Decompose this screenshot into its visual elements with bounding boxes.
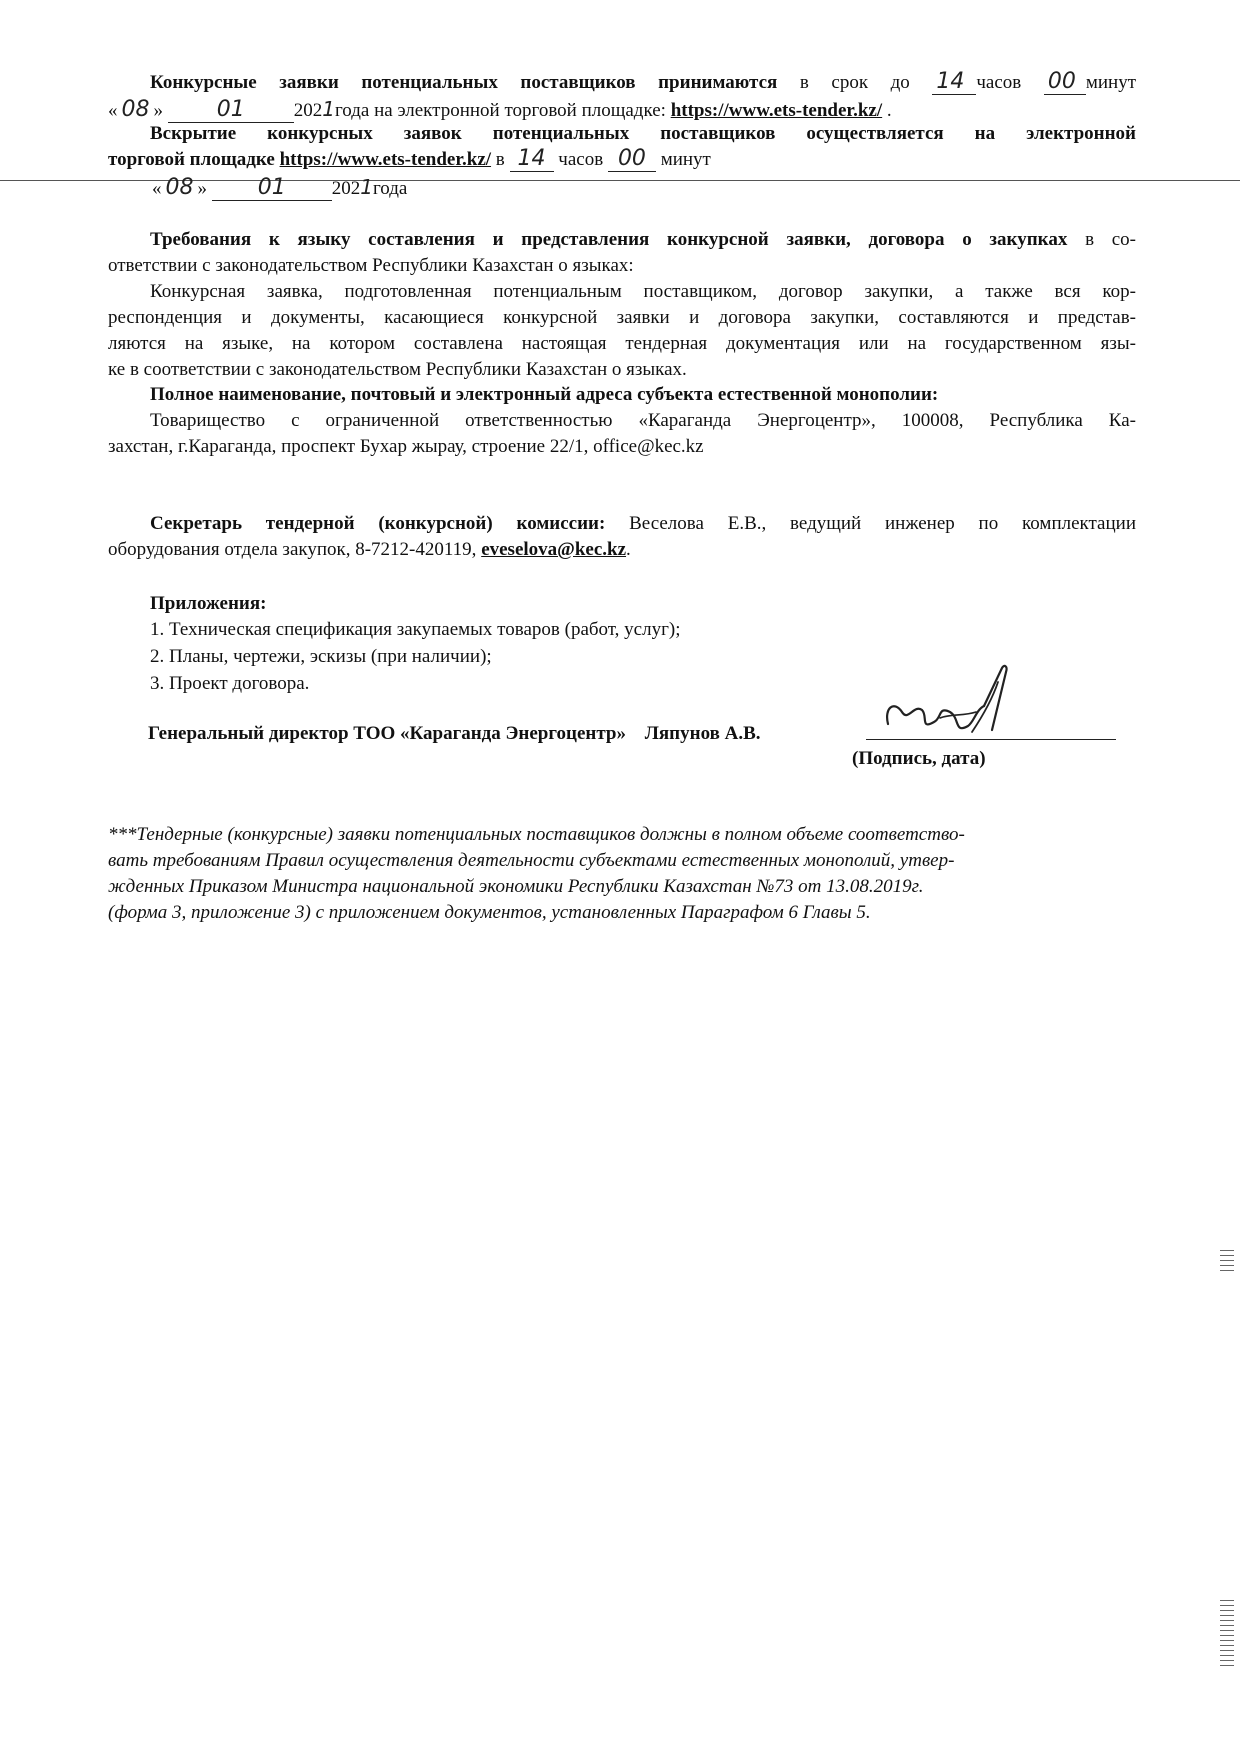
- director-name: Ляпунов А.В.: [644, 723, 761, 744]
- handwritten-hour: 14: [932, 70, 976, 95]
- text-entity-line1: Товарищество с ограниченной ответственностью «Караганда Энергоцентр», 100008, Республика Ка-: [150, 410, 1136, 431]
- opening-year-prefix: 202: [331, 178, 361, 199]
- handwritten-opening-hour: 14: [510, 147, 554, 172]
- text-attachments-heading: Приложения:: [150, 593, 267, 614]
- secretary-line-2: [108, 538, 1136, 562]
- handwritten-year-digit: 1: [322, 97, 335, 121]
- scan-margin-marks: [1220, 1600, 1234, 1670]
- minutes-word: минут: [1085, 72, 1137, 93]
- attachments-heading: [150, 592, 1178, 616]
- text-deadline: в срок до: [799, 72, 910, 93]
- platform-text: года на электронной торговой площадке:: [334, 100, 666, 121]
- handwritten-opening-year-digit: 1: [360, 175, 373, 199]
- handwritten-minutes: 00: [1044, 70, 1086, 95]
- handwritten-opening-month: 01: [212, 176, 332, 201]
- handwritten-day: 08: [121, 97, 150, 122]
- submission-heading: Конкурсные заявки потенциальных поставщиков принимаются: [150, 72, 778, 93]
- language-line-1: [108, 228, 1136, 252]
- language-line-2: ответствии с законодательством Республики Казахстан о языках:: [108, 255, 634, 276]
- secretary-heading: Секретарь тендерной (конкурсной) комиссии:: [150, 513, 606, 534]
- language-heading: Требования к языку составления и представления конкурсной заявки, договора о закупках: [150, 229, 1068, 250]
- language-heading-tail: в со-: [1085, 229, 1137, 250]
- quote-open: «: [108, 100, 118, 121]
- opening-quote-close: »: [197, 178, 207, 199]
- opening-line-2: [108, 147, 1136, 172]
- secretary-line-1: [150, 512, 1136, 536]
- text-secretary-end: .: [626, 539, 631, 560]
- opening-heading: Вскрытие конкурсных заявок потенциальных поставщиков осуществляется на электронной: [150, 123, 1136, 144]
- handwritten-opening-day: 08: [165, 175, 194, 200]
- year-prefix: 202: [293, 100, 323, 121]
- quote-close: »: [153, 100, 163, 121]
- entity-heading: [150, 383, 1178, 407]
- text-v: в: [495, 149, 505, 170]
- opening-line-1: [150, 122, 1136, 146]
- opening-hours-word: часов: [558, 149, 604, 170]
- handwritten-opening-minutes: 00: [608, 147, 656, 172]
- text-secretary-line2: оборудования отдела закупок, 8-7212-420119,: [108, 539, 477, 560]
- director-title: Генеральный директор ТОО «Караганда Энергоцентр»: [148, 723, 626, 744]
- handwritten-signature: [880, 660, 1030, 744]
- secretary-email-link[interactable]: eveselova@kec.kz: [481, 539, 627, 560]
- scan-margin-marks: [1220, 1250, 1234, 1275]
- opening-line-3: [152, 175, 1180, 201]
- submission-deadline-line-2: [108, 97, 1136, 123]
- signature-caption: [852, 747, 1052, 771]
- entity-line-2: захстан, г.Караганда, проспект Бухар жырау, строение 22/1, office@kec.kz: [108, 436, 704, 457]
- opening-year-suffix: года: [372, 178, 408, 199]
- opening-minutes-word: минут: [660, 149, 711, 170]
- language-paragraph-line-1: [108, 280, 1136, 304]
- opening-quote-open: «: [152, 178, 162, 199]
- platform-link[interactable]: https://www.ets-tender.kz/: [670, 100, 883, 121]
- opening-platform-link[interactable]: https://www.ets-tender.kz/: [279, 149, 492, 170]
- footnote-line-3: жденных Приказом Министра национальной экономики Республики Казахстан №73 от 13.08.2019г.: [108, 876, 924, 897]
- language-paragraph-line-2: респонденция и документы, касающиеся конкурсной заявки и договора закупки, составляются и представ-: [108, 307, 1136, 328]
- hours-word: часов: [976, 72, 1022, 93]
- attachment-item: 3. Проект договора.: [150, 673, 310, 694]
- submission-deadline-line-1: [150, 70, 1136, 95]
- handwritten-month: 01: [168, 98, 294, 123]
- attachment-item: 1. Техническая спецификация закупаемых товаров (работ, услуг);: [150, 619, 681, 640]
- footnote-line-1: ***Тендерные (конкурсные) заявки потенциальных поставщиков должны в полном объеме соответство-: [108, 824, 965, 845]
- footnote-line-4: (форма 3, приложение 3) с приложением документов, установленных Параграфом 6 Главы 5.: [108, 902, 871, 923]
- text-secretary-line1-tail: Веселова Е.В., ведущий инженер по комплектации: [629, 513, 1136, 534]
- footnote-line-2: вать требованиям Правил осуществления деятельности субъектами естественных монополий, утвер-: [108, 850, 955, 871]
- opening-heading-cont: торговой площадке: [108, 149, 275, 170]
- period: .: [886, 100, 892, 121]
- text-language-p-line1: Конкурсная заявка, подготовленная потенциальным поставщиком, договор закупки, а также вся кор-: [150, 281, 1136, 302]
- entity-line-1: [108, 409, 1136, 433]
- attachment-item: 2. Планы, чертежи, эскизы (при наличии);: [150, 646, 492, 667]
- text-signature-caption: (Подпись, дата): [852, 748, 986, 769]
- language-paragraph-line-3: ляются на языке, на котором составлена настоящая тендерная документация или на государственном язы-: [108, 333, 1136, 354]
- text-entity-heading: Полное наименование, почтовый и электронный адреса субъекта естественной монополии:: [150, 384, 939, 405]
- language-paragraph-line-4: ке в соответствии с законодательством Республики Казахстан о языках.: [108, 359, 687, 380]
